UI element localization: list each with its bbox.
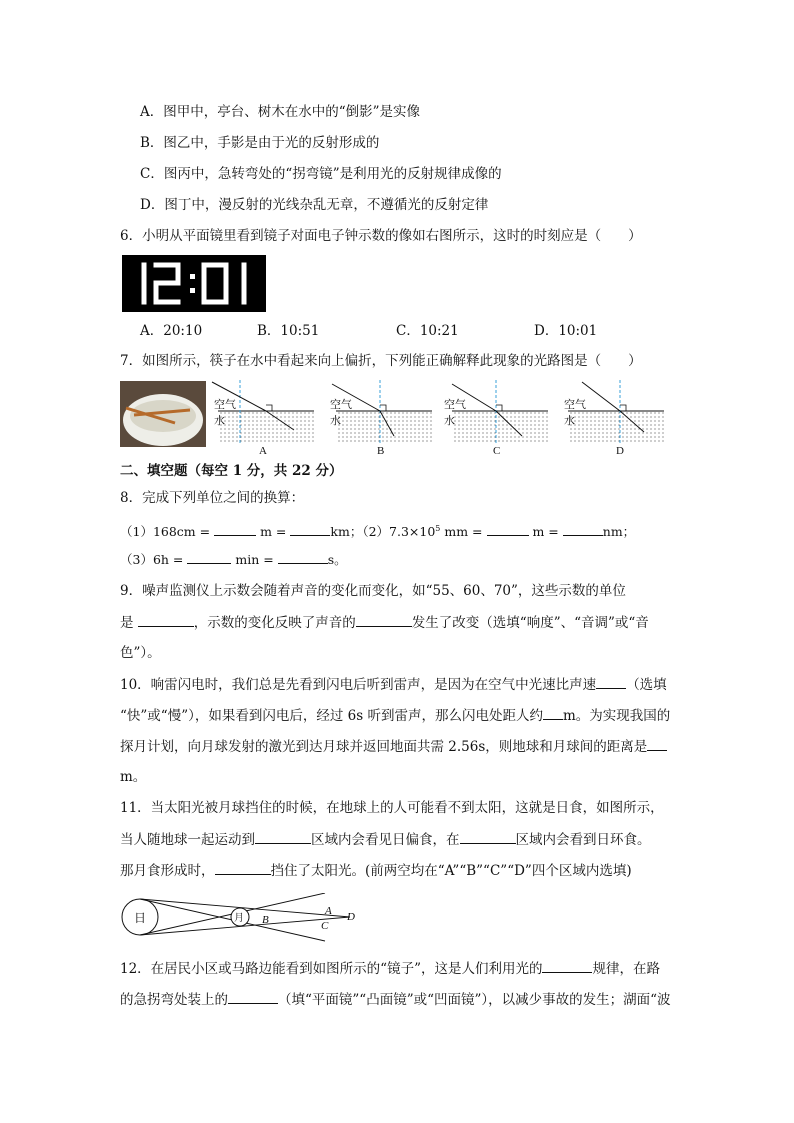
q5-option-a: A．图甲中，亭台、树木在水中的“倒影”是实像 xyxy=(140,104,421,120)
panel-d-diagram xyxy=(568,380,664,443)
answer-blank[interactable] xyxy=(214,521,256,536)
q8-text: （1）168cm = xyxy=(120,524,211,540)
q8-text: nm； xyxy=(602,524,636,540)
answer-blank[interactable] xyxy=(228,989,278,1004)
answer-blank[interactable] xyxy=(596,674,626,689)
panel-b-letter: B xyxy=(377,445,385,457)
q10-text: “快”或“慢”），如果看到闪电后，经过 6s 听到雷声，那么闪电处距人约 xyxy=(120,708,543,724)
q10-line3 xyxy=(120,736,680,757)
panel-c-air-label: 空气 xyxy=(444,399,466,411)
answer-blank[interactable] xyxy=(460,829,516,844)
q10-text: 10．响雷闪电时，我们总是先看到闪电后听到雷声，是因为在空气中光速比声速 xyxy=(120,677,597,693)
panel-a-letter: A xyxy=(259,445,267,457)
q11-line3 xyxy=(120,860,680,881)
answer-blank[interactable] xyxy=(290,521,330,536)
panel-c-diagram xyxy=(452,380,548,443)
sun-label: 日 xyxy=(134,911,147,925)
panel-d-water-label: 水 xyxy=(564,415,575,427)
q8-line1 xyxy=(120,519,680,542)
q6-option-c: C．10:21 xyxy=(396,323,459,339)
q8-text: m = xyxy=(260,524,287,540)
panel-d-letter: D xyxy=(616,445,624,457)
q9-text: 发生了改变（选填“响度”、“音调”或“音 xyxy=(411,615,649,631)
q8-text: m = xyxy=(532,524,559,540)
answer-blank[interactable] xyxy=(356,612,412,627)
answer-blank[interactable] xyxy=(543,705,563,720)
q9-text: 是 xyxy=(120,615,134,631)
answer-blank[interactable] xyxy=(255,829,311,844)
answer-blank[interactable] xyxy=(563,521,603,536)
panel-a-diagram xyxy=(212,380,314,443)
q12-text: 的急拐弯处装上的 xyxy=(120,992,228,1008)
region-a-label: A xyxy=(325,905,332,917)
answer-blank[interactable] xyxy=(187,549,231,564)
q6-option-a: A．20:10 xyxy=(140,323,203,339)
section-title: 二、填空题（每空 1 分，共 22 分） xyxy=(120,463,343,479)
q11-text: 区域内会看到日环食。 xyxy=(515,832,651,848)
panel-c-water-label: 水 xyxy=(444,415,455,427)
q10-line4: m。 xyxy=(120,769,147,785)
q11-text: 当人随地球一起运动到 xyxy=(120,832,255,848)
q10-text: 探月计划，向月球发射的激光到达月球并返回地面共需 2.56s，则地球和月球间的距离是 xyxy=(120,739,648,755)
q8-line2 xyxy=(120,549,680,570)
answer-blank[interactable] xyxy=(542,958,592,973)
q10-text: （选填 xyxy=(626,677,667,693)
q12-line1 xyxy=(120,958,680,979)
q9-line2 xyxy=(120,612,680,633)
answer-blank[interactable] xyxy=(215,860,271,875)
q11-text: 那月食形成时， xyxy=(120,863,215,879)
q6-option-d: D．10:01 xyxy=(534,323,598,339)
panel-b-air-label: 空气 xyxy=(330,399,352,411)
q8-superscript: 5 xyxy=(435,524,441,533)
q9-line3: 色”）。 xyxy=(120,645,161,661)
q11-line1: 11．当太阳光被月球挡住的时候，在地球上的人可能看不到太阳，这就是日食，如图所示， xyxy=(120,800,664,816)
answer-blank[interactable] xyxy=(138,612,194,627)
q9-text: ，示数的变化反映了声音的 xyxy=(193,615,356,631)
panel-b-diagram xyxy=(332,380,432,443)
q10-line1 xyxy=(120,674,680,695)
panel-c-letter: C xyxy=(493,445,501,457)
panel-a-air-label: 空气 xyxy=(214,399,236,411)
answer-blank[interactable] xyxy=(647,736,667,751)
panel-a-water-label: 水 xyxy=(214,415,225,427)
panel-d-air-label: 空气 xyxy=(564,399,586,411)
q11-text: 挡住了太阳光。(前两空均在“A”“B”“C”“D”四个区域内选填) xyxy=(270,863,632,879)
q12-text: 规律，在路 xyxy=(592,961,660,977)
q5-option-b: B．图乙中，手影是由于光的反射形成的 xyxy=(140,135,380,151)
moon-label: 月 xyxy=(234,913,244,924)
q6-stem: 6．小明从平面镜里看到镜子对面电子钟示数的像如右图所示，这时的时刻应是（ ） xyxy=(120,228,642,244)
q7-stem: 7．如图所示，筷子在水中看起来向上偏折，下列能正确解释此现象的光路图是（ ） xyxy=(120,353,642,369)
answer-blank[interactable] xyxy=(278,549,328,564)
q5-option-c: C．图丙中，急转弯处的“拐弯镜”是利用光的反射规律成像的 xyxy=(140,166,502,182)
q7-figure xyxy=(120,380,680,460)
region-b-label: B xyxy=(262,914,269,926)
q12-text: （填“平面镜”“凸面镜”或“凹面镜”），以减少事故的发生；湖面“波 xyxy=(278,992,671,1008)
q11-text: 区域内会看见日偏食，在 xyxy=(311,832,460,848)
q10-line2 xyxy=(120,705,680,726)
answer-blank[interactable] xyxy=(487,521,529,536)
digital-clock-image xyxy=(122,255,266,312)
solar-eclipse-diagram xyxy=(120,893,380,943)
region-c-label: C xyxy=(321,920,329,932)
bowl-photo xyxy=(120,381,206,447)
q5-option-d: D．图丁中，漫反射的光线杂乱无章，不遵循光的反射定律 xyxy=(140,197,489,213)
q12-line2 xyxy=(120,989,680,1010)
q11-line2 xyxy=(120,829,680,850)
q8-text: （3）6h = xyxy=(120,552,184,567)
q8-text: km；（2）7.3×10 xyxy=(330,524,436,540)
panel-b-water-label: 水 xyxy=(330,415,341,427)
q8-text: mm = xyxy=(440,524,483,540)
q8-text: s。 xyxy=(327,552,347,567)
q12-text: 12．在居民小区或马路边能看到如图所示的“镜子”，这是人们利用光的 xyxy=(120,961,543,977)
q8-text: min = xyxy=(235,552,274,567)
q8-stem: 8．完成下列单位之间的换算： xyxy=(120,490,305,506)
q6-option-b: B．10:51 xyxy=(257,323,320,339)
q9-line1: 9．噪声监测仪上示数会随着声音的变化而变化，如“55、60、70”，这些示数的单位 xyxy=(120,583,626,599)
q10-text: m。为实现我国的 xyxy=(562,708,671,724)
region-d-label: D xyxy=(347,911,355,923)
